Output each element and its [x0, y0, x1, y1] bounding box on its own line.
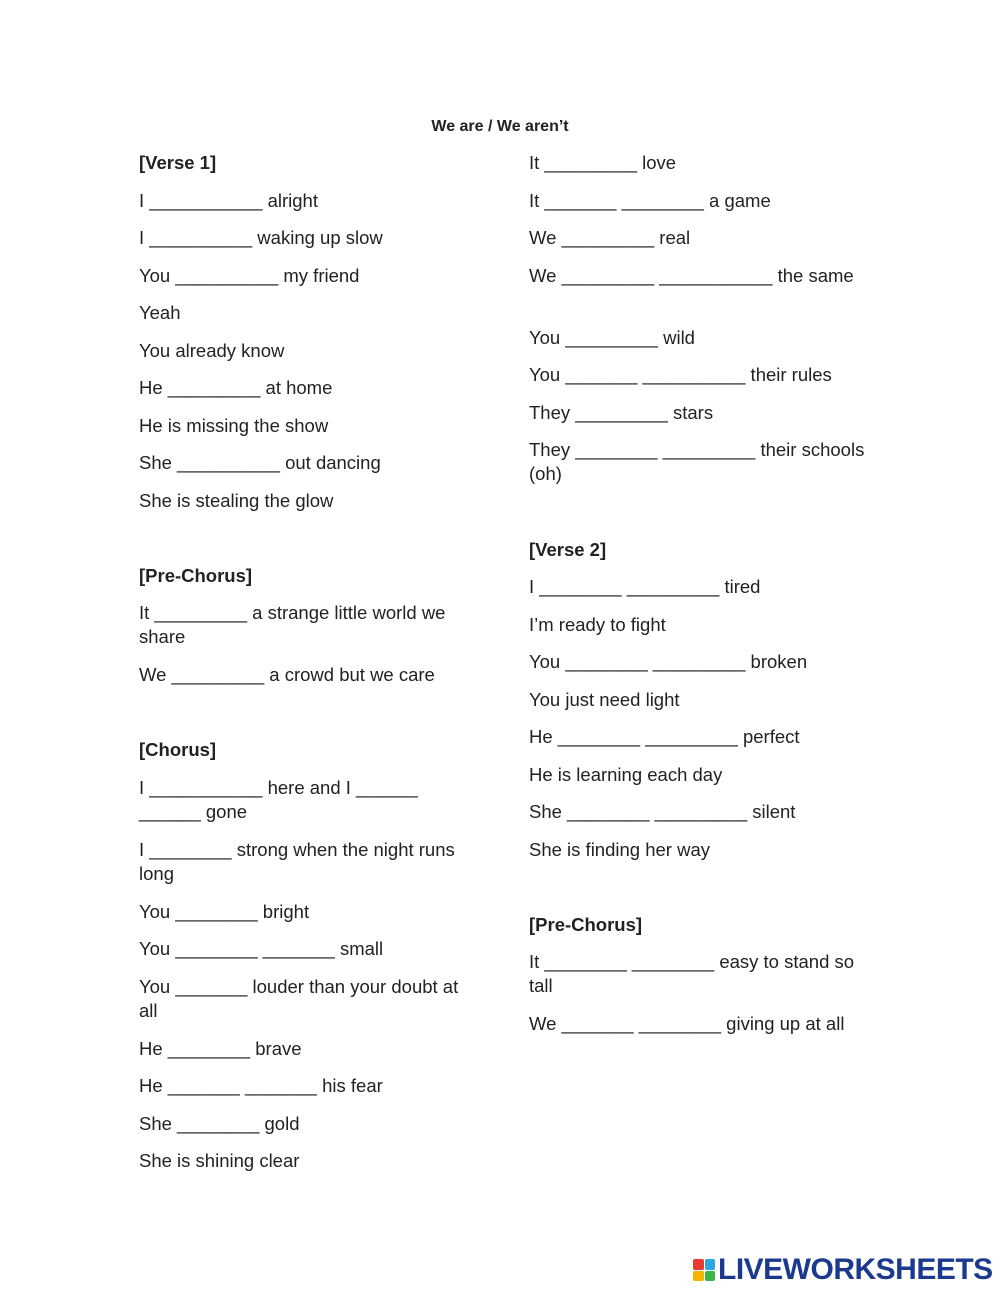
lyric-line: We _________ real	[529, 227, 691, 248]
lyric-line: You already know	[139, 339, 285, 361]
lyric-line: I’m ready to fight	[529, 613, 666, 635]
lyric-line: I ________ strong when the night runs long	[139, 838, 455, 884]
liveworksheets-logo-icon	[693, 1259, 715, 1281]
lyric-line: He _________ at home	[139, 377, 333, 398]
lyric-line: I ___________ alright	[139, 189, 318, 211]
lyric-line: We _________ a crowd but we care	[139, 664, 435, 685]
section-heading-verse-2: [Verse 2]	[529, 538, 607, 560]
section-heading-verse-1: [Verse 1]	[139, 152, 217, 173]
lyric-line: They ________ _________ their schools (oh)	[529, 439, 865, 484]
lyric-line: She is stealing the glow	[139, 489, 334, 511]
lyric-line: He ________ brave	[139, 1037, 302, 1059]
lyric-line: They _________ stars	[529, 401, 714, 423]
lyric-line: It _______ ________ a game	[529, 189, 771, 211]
worksheet-title: We are / We aren’t	[431, 118, 569, 135]
liveworksheets-logo	[693, 1253, 993, 1286]
lyric-line: You _______ __________ their rules	[529, 364, 832, 385]
lyric-line: I ________ _________ tired	[529, 576, 761, 597]
lyric-line: She ________ _________ silent	[529, 801, 796, 822]
lyric-line: He ________ _________ perfect	[529, 726, 800, 747]
lyric-line: You _______ louder than your doubt at all	[139, 975, 459, 1021]
lyric-line: I __________ waking up slow	[139, 227, 383, 248]
logo-square-blue	[705, 1259, 716, 1270]
logo-square-red	[693, 1259, 704, 1270]
lyric-line: He is learning each day	[529, 763, 723, 785]
section-heading-pre-chorus: [Pre-Chorus]	[139, 564, 253, 586]
lyric-line: You __________ my friend	[139, 264, 360, 286]
lyric-line: She is finding her way	[529, 838, 710, 860]
lyric-line: You just need light	[529, 688, 680, 710]
right-column	[529, 151, 869, 1074]
logo-square-yellow	[693, 1271, 704, 1282]
lyric-line: You ________ _________ broken	[529, 651, 808, 672]
lyric-line: We _______ ________ giving up at all	[529, 1013, 845, 1034]
lyric-line: He _______ _______ his fear	[139, 1075, 383, 1096]
logo-square-green	[705, 1271, 716, 1282]
brand-name: LIVEWORKSHEETS	[718, 1253, 993, 1286]
lyric-line: It _________ love	[529, 152, 677, 173]
section-heading-pre-chorus-2: [Pre-Chorus]	[529, 913, 643, 935]
lyric-line: He is missing the show	[139, 414, 329, 436]
lyric-line: You _________ wild	[529, 326, 695, 348]
lyric-line: I ___________ here and I ______ ______ gone	[139, 776, 418, 822]
left-column	[139, 151, 479, 1187]
lyric-line: You ________ _______ small	[139, 938, 384, 959]
lyric-line: Yeah	[139, 302, 181, 323]
lyric-line: We _________ ___________ the same	[529, 264, 854, 286]
lyric-line: She is shining clear	[139, 1150, 300, 1171]
lyric-line: It _________ a strange little world we share	[139, 602, 446, 647]
lyric-line: It ________ ________ easy to stand so tall	[529, 951, 855, 996]
lyric-line: She __________ out dancing	[139, 452, 381, 473]
lyric-line: You ________ bright	[139, 900, 310, 922]
lyric-line: She ________ gold	[139, 1112, 300, 1134]
section-heading-chorus: [Chorus]	[139, 739, 217, 760]
